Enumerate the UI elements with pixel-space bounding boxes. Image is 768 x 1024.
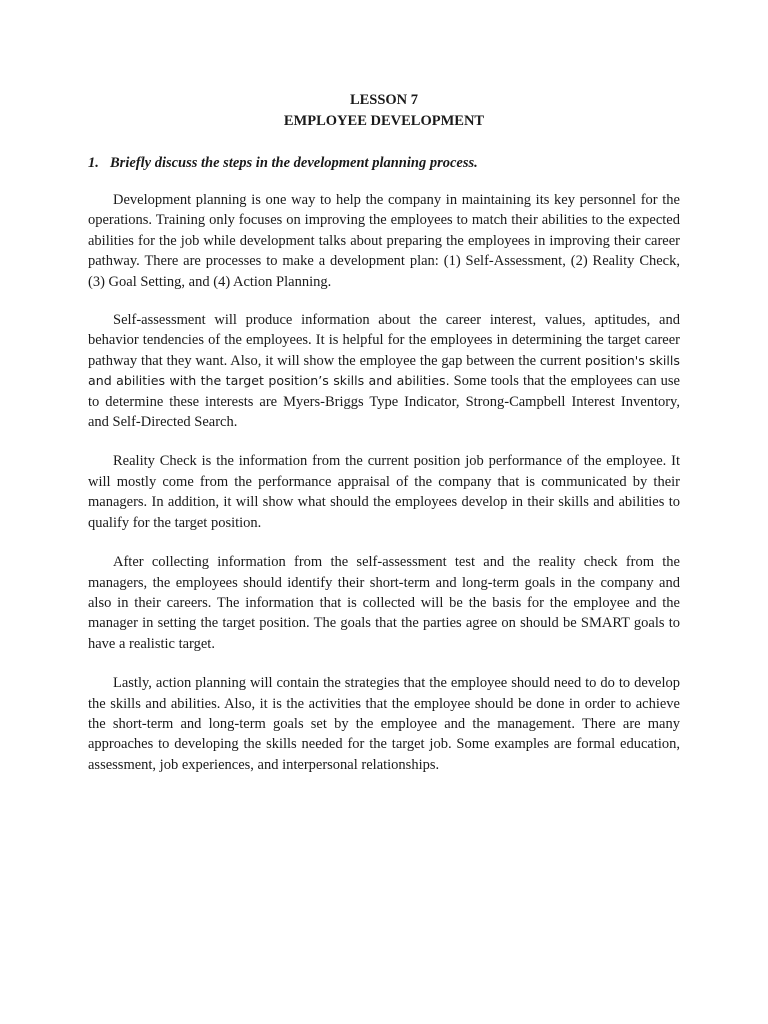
question-number: 1.: [88, 155, 99, 171]
paragraph-reality-check: Reality Check is the information from the current position job performance of the employee. It will mostly come from the performance appraisal of the company that is communicated by their managers. In addition, it will show what should the employees develop in their skills and abilities to qualify for the target position.: [88, 453, 680, 531]
question-text: Briefly discuss the steps in the development planning process.: [110, 155, 478, 171]
paragraph-goal-setting: After collecting information from the self-assessment test and the reality check from the managers, the employees should identify their short-term and long-term goals in the company and also in their careers. The information that is collected will be the basis for the employee and the manager in setting the target position. The goals that the parties agree on should be SMART goals to have a realistic target.: [88, 554, 680, 652]
paragraph-action-planning: Lastly, action planning will contain the strategies that the employee should need to do to develop the skills and abilities. Also, it is the activities that the employee should be done in order to achieve the short-term and long-term goals set by the employee and the management. There are many approaches to developing the skills needed for the target job. Some examples are formal education, assessment, job experiences, and interpersonal relationships.: [88, 675, 680, 773]
question-heading: [88, 153, 680, 174]
paragraph-self-assessment: [88, 310, 680, 432]
lesson-title: EMPLOYEE DEVELOPMENT: [283, 113, 485, 129]
paragraph-self-assessment-part-1: Self-assessment will produce information about the career interest, values, aptitudes, and behavior tendencies of the employees. It is helpful for the employees in determining the target career pathway that they want. Also, it will show the employee the gap between the current: [88, 312, 680, 369]
lesson-number: LESSON 7: [349, 92, 419, 108]
paragraph-development-planning: Development planning is one way to help the company in maintaining its key personnel for the operations. Training only focuses on improving the employees to match their abilities to the expected abilities for the job while development talks about preparing the employees in improving their career pathway. There are processes to make a development plan: (1) Self-Assessment, (2) Reality Check, (3) Goal Setting, and (4) Action Planning.: [88, 192, 680, 290]
document-page: [88, 90, 680, 775]
paragraph-self-assessment-part-3: Some tools that the employees can use to determine these interests are Myers-Briggs Type Indicator, Strong-Campbell Interest Inventory, and Self-Directed Search.: [88, 373, 680, 431]
paragraph-self-assessment-part-2: position's skills and abilities with the target position’s skills and abilities.: [88, 352, 680, 389]
